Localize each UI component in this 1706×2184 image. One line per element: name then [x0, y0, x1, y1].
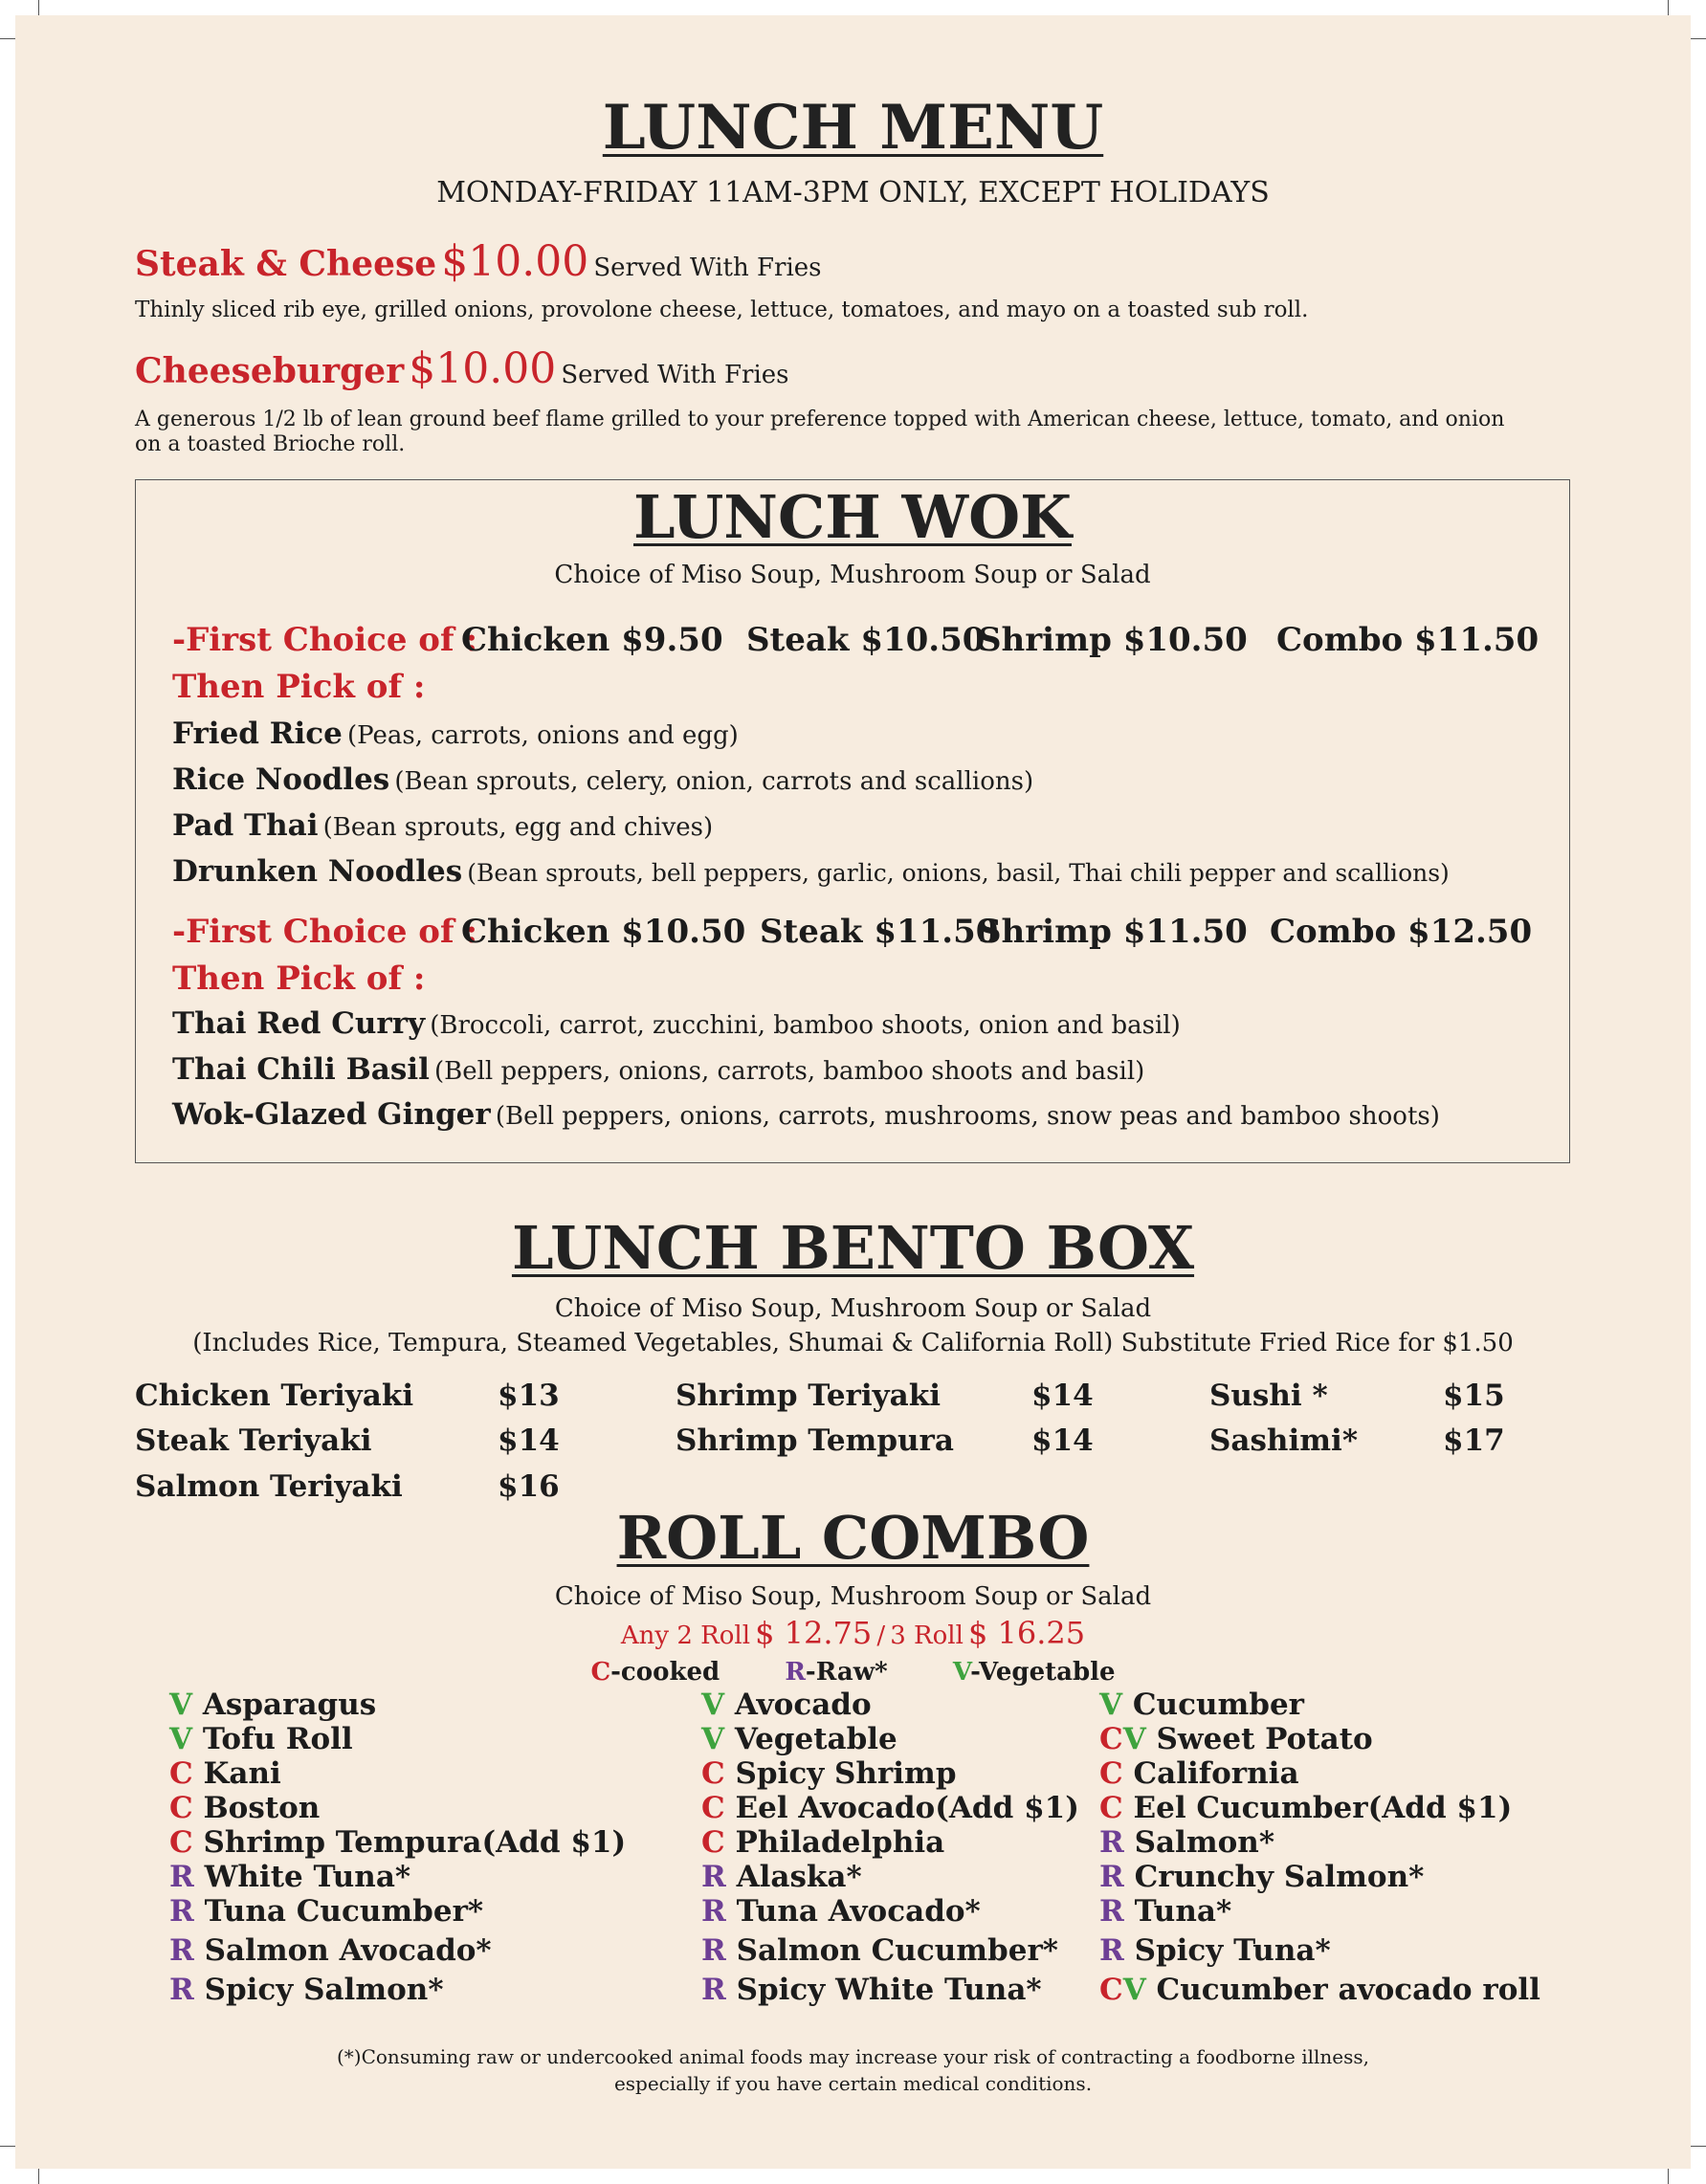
roll-item [701, 1688, 872, 1722]
wok-item-desc: (Broccoli, carrot, zucchini, bamboo shoots, onion and basil) [430, 1011, 1181, 1040]
roll-item [701, 1756, 957, 1791]
roll-code: R [169, 1894, 194, 1929]
bento-item-price: $14 [1031, 1379, 1094, 1413]
pricing-label: Any 2 Roll [620, 1621, 751, 1650]
roll-name: Crunchy Salmon* [1134, 1860, 1425, 1894]
roll-name: Kani [203, 1756, 281, 1791]
roll-name: Eel Cucumber(Add $1) [1133, 1791, 1513, 1825]
roll-item [1099, 1722, 1373, 1756]
roll-item [701, 1894, 981, 1929]
wok-item-desc: (Bean sprouts, egg and chives) [322, 813, 714, 842]
item-price: $10.00 [441, 237, 589, 286]
roll-code: C [169, 1756, 193, 1791]
roll-code: R [701, 1973, 726, 2007]
wok-price: Steak $10.50 [746, 621, 986, 659]
then-pick-label: Then Pick of : [172, 960, 426, 998]
pricing-value: $ 16.25 [967, 1615, 1086, 1651]
roll-code: C [1099, 1756, 1123, 1791]
bento-item-name: Steak Teriyaki [135, 1423, 372, 1458]
item-description: Thinly sliced rib eye, grilled onions, provolone cheese, lettuce, tomatoes, and mayo on a toasted sub roll. [135, 298, 1309, 322]
wok-item [172, 1097, 1440, 1132]
roll-name: Spicy Salmon* [204, 1973, 444, 2007]
wok-item [172, 808, 713, 843]
roll-combo-pricing [15, 1615, 1691, 1651]
roll-code: R [701, 1860, 726, 1894]
legend-code: C [590, 1658, 611, 1687]
wok-item [172, 717, 739, 751]
roll-item [701, 1933, 1058, 1968]
roll-name: Tuna* [1134, 1894, 1232, 1929]
roll-name: Spicy Shrimp [735, 1756, 957, 1791]
roll-code: C [701, 1756, 725, 1791]
roll-item [701, 1825, 944, 1860]
wok-item-desc: (Bean sprouts, celery, onion, carrots and scallions) [394, 767, 1034, 796]
roll-legend [15, 1658, 1691, 1687]
wok-item-name: Fried Rice [172, 717, 343, 751]
footer-disclaimer: (*)Consuming raw or undercooked animal foods may increase your risk of contracting a foodborne illness, [336, 2045, 1369, 2068]
roll-item [169, 1933, 492, 1968]
bento-item-name: Salmon Teriyaki [135, 1469, 403, 1504]
roll-code: C [169, 1791, 193, 1825]
wok-item-name: Thai Red Curry [172, 1006, 426, 1041]
item-name: Steak & Cheese [135, 244, 437, 284]
wok-price: Combo $12.50 [1270, 913, 1533, 951]
roll-item [1099, 1973, 1540, 2007]
then-pick-label: Then Pick of : [172, 668, 426, 706]
roll-combo-title: ROLL COMBO [616, 1503, 1090, 1573]
bento-item-price: $13 [498, 1379, 560, 1413]
roll-item [169, 1894, 483, 1929]
roll-code: R [1099, 1860, 1124, 1894]
roll-name: White Tuna* [204, 1860, 411, 1894]
roll-code: C [701, 1791, 725, 1825]
item-description: A generous 1/2 lb of lean ground beef flame grilled to your preference topped with American cheese, lettuce, tomato, and onion [135, 408, 1505, 431]
roll-item [1099, 1825, 1274, 1860]
bento-item-price: $16 [498, 1469, 560, 1504]
roll-item [701, 1791, 1079, 1825]
roll-name: Boston [203, 1791, 321, 1825]
roll-item [169, 1973, 444, 2007]
menu-item-cheeseburger [135, 344, 789, 393]
roll-name: Sweet Potato [1156, 1722, 1373, 1756]
first-choice-label: -First Choice of : [172, 621, 477, 659]
legend-code: V [952, 1658, 971, 1687]
bento-subtitle: Choice of Miso Soup, Mushroom Soup or Salad [554, 1294, 1152, 1323]
roll-item [169, 1791, 320, 1825]
roll-code: R [701, 1933, 726, 1968]
roll-name: Avocado [734, 1688, 872, 1722]
roll-name: Shrimp Tempura(Add $1) [203, 1825, 627, 1860]
roll-item [1099, 1933, 1331, 1968]
footer-disclaimer: especially if you have certain medical conditions. [613, 2072, 1093, 2095]
roll-item [169, 1688, 376, 1722]
roll-item [169, 1722, 353, 1756]
roll-code: R [169, 1973, 194, 2007]
roll-item [701, 1860, 862, 1894]
roll-code: V [169, 1688, 193, 1722]
lunch-wok-box [135, 479, 1570, 1163]
legend-label: -Vegetable [970, 1658, 1116, 1687]
roll-name: Philadelphia [735, 1825, 945, 1860]
roll-name: Alaska* [736, 1860, 862, 1894]
legend-code: R [785, 1658, 806, 1687]
roll-code: C [1099, 1791, 1123, 1825]
roll-code: R [169, 1860, 194, 1894]
wok-item-name: Rice Noodles [172, 762, 390, 797]
roll-combo-subtitle: Choice of Miso Soup, Mushroom Soup or Salad [554, 1582, 1152, 1611]
bento-item-name: Shrimp Teriyaki [676, 1379, 942, 1413]
roll-name: Spicy White Tuna* [736, 1973, 1042, 2007]
menu-item-steak-cheese [135, 237, 822, 286]
legend-label: -Raw* [805, 1658, 888, 1687]
item-note: Served With Fries [593, 254, 822, 282]
lunch-menu-hours: MONDAY-FRIDAY 11AM-3PM ONLY, EXCEPT HOLIDAYS [436, 176, 1270, 210]
roll-item [169, 1860, 410, 1894]
roll-item [701, 1973, 1042, 2007]
roll-name: Salmon Avocado* [204, 1933, 492, 1968]
roll-name: Vegetable [734, 1722, 897, 1756]
wok-item-desc: (Peas, carrots, onions and egg) [347, 721, 739, 750]
wok-item-name: Drunken Noodles [172, 854, 463, 889]
lunch-wok-title: LUNCH WOK [633, 482, 1072, 552]
roll-item [1099, 1688, 1304, 1722]
roll-name: Tuna Cucumber* [204, 1894, 484, 1929]
pricing-separator: / [876, 1621, 886, 1650]
menu-page [15, 15, 1691, 2169]
roll-code: C [701, 1825, 725, 1860]
roll-item [169, 1756, 281, 1791]
bento-item-price: $17 [1443, 1423, 1505, 1458]
wok-item [172, 854, 1450, 889]
wok-price: Shrimp $10.50 [978, 621, 1248, 659]
bento-item-name: Shrimp Tempura [676, 1423, 954, 1458]
roll-code: V [1099, 1688, 1123, 1722]
wok-price: Combo $11.50 [1276, 621, 1540, 659]
wok-price: Chicken $9.50 [461, 621, 723, 659]
wok-item [172, 762, 1033, 797]
wok-item [172, 1052, 1144, 1087]
roll-name: Salmon Cucumber* [736, 1933, 1058, 1968]
roll-name: Salmon* [1134, 1825, 1275, 1860]
roll-code: R [1099, 1825, 1124, 1860]
roll-code: R [701, 1894, 726, 1929]
roll-code: V [169, 1722, 193, 1756]
first-choice-label: -First Choice of : [172, 913, 477, 951]
bento-title: LUNCH BENTO BOX [511, 1213, 1195, 1283]
roll-code: C [169, 1825, 193, 1860]
wok-item-name: Thai Chili Basil [172, 1052, 430, 1087]
wok-item-name: Pad Thai [172, 808, 319, 843]
roll-name: Tuna Avocado* [736, 1894, 981, 1929]
roll-code: R [169, 1933, 194, 1968]
bento-item-name: Sashimi* [1209, 1423, 1359, 1458]
roll-code: CV [1099, 1973, 1146, 2007]
wok-item [172, 1006, 1181, 1041]
wok-item-desc: (Bell peppers, onions, carrots, bamboo shoots and basil) [433, 1057, 1145, 1086]
roll-code: V [701, 1688, 725, 1722]
roll-code: CV [1099, 1722, 1146, 1756]
legend-label: -cooked [610, 1658, 720, 1687]
roll-item [1099, 1756, 1299, 1791]
wok-item-desc: (Bell peppers, onions, carrots, mushrooms, snow peas and bamboo shoots) [495, 1102, 1440, 1131]
roll-item [701, 1722, 897, 1756]
bento-item-name: Sushi * [1209, 1379, 1328, 1413]
wok-item-name: Wok-Glazed Ginger [172, 1097, 491, 1132]
roll-name: Asparagus [202, 1688, 377, 1722]
bento-item-price: $14 [498, 1423, 560, 1458]
item-note: Served With Fries [561, 361, 789, 389]
item-price: $10.00 [409, 344, 557, 393]
roll-item [169, 1825, 626, 1860]
wok-price: Steak $11.50 [760, 913, 999, 951]
lunch-wok-subtitle: Choice of Miso Soup, Mushroom Soup or Salad [554, 561, 1151, 589]
bento-item-price: $14 [1031, 1423, 1094, 1458]
roll-code: V [701, 1722, 725, 1756]
lunch-menu-title: LUNCH MENU [602, 92, 1104, 164]
item-name: Cheeseburger [135, 351, 405, 391]
bento-item-name: Chicken Teriyaki [135, 1379, 414, 1413]
roll-code: R [1099, 1933, 1124, 1968]
bento-includes: (Includes Rice, Tempura, Steamed Vegetables, Shumai & California Roll) Substitute Fried Rice for $1.50 [192, 1329, 1514, 1357]
roll-item [1099, 1894, 1231, 1929]
roll-name: California [1133, 1756, 1299, 1791]
roll-name: Cucumber [1132, 1688, 1305, 1722]
roll-name: Eel Avocado(Add $1) [735, 1791, 1079, 1825]
wok-item-desc: (Bean sprouts, bell peppers, garlic, onions, basil, Thai chili pepper and scallions) [467, 859, 1450, 887]
item-description: on a toasted Brioche roll. [135, 432, 406, 456]
roll-name: Tofu Roll [202, 1722, 353, 1756]
bento-item-price: $15 [1443, 1379, 1505, 1413]
roll-code: R [1099, 1894, 1124, 1929]
roll-item [1099, 1860, 1424, 1894]
pricing-label: 3 Roll [890, 1621, 964, 1650]
pricing-value: $ 12.75 [755, 1615, 873, 1651]
wok-price: Chicken $10.50 [461, 913, 746, 951]
roll-name: Cucumber avocado roll [1156, 1973, 1540, 2007]
roll-item [1099, 1791, 1512, 1825]
roll-name: Spicy Tuna* [1134, 1933, 1331, 1968]
wok-price: Shrimp $11.50 [978, 913, 1248, 951]
